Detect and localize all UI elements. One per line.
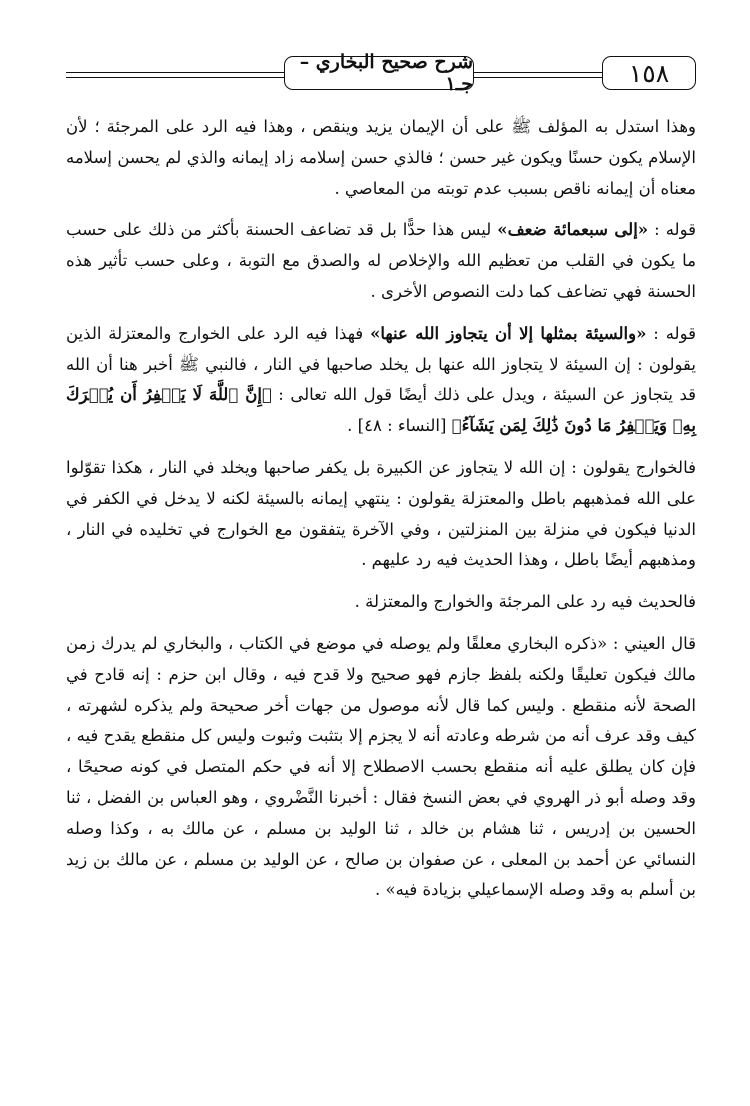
paragraph-2	[66, 215, 696, 307]
page-header	[66, 51, 696, 96]
page-number: ١٥٨	[602, 56, 696, 90]
paragraph-4	[66, 453, 696, 576]
book-title: شرح صحيح البخاري – جـ١	[284, 56, 474, 90]
hadith-quote: «إلى سبعمائة ضعف»	[497, 220, 649, 240]
paragraph-prefix: قوله :	[646, 323, 696, 343]
paragraph-text: فالحديث فيه رد على المرجئة والخوارج والمعتزلة .	[354, 592, 696, 612]
paragraph-text: قال العيني : «ذكره البخاري معلقًا ولم يوصله في موضع في الكتاب ، والبخاري لم يدرك زمن مالك فيكون تعليقًا ولكنه بلفظ جازم فهو صحيح ولا قدح فيه ، وقال ابن حزم : إنه قادح في الصحة لأنه منقطع . وليس كما قال لأنه موصول من جهات أخر صحيحة ولم يذكره لشهرته ، كيف وقد عرف أنه من شرطه وعادته أنه لا يجزم إلا بتثبت وثبوت وليس كل منقطع يقدح فيه ، فإن كان يطلق عليه أنه منقطع بحسب الاصطلاح إلا أنه في حكم المتصل في كونه صحيحًا ، وقد وصله أبو ذر الهروي في بعض النسخ فقال : أخبرنا النَّضْروي ، وهو العباس بن الفضل ، ثنا الحسين بن إدريس ، ثنا هشام بن خالد ، ثنا الوليد بن مسلم ، عن مالك به ، وكذا وصله النسائي عن أحمد بن المعلى ، عن صفوان بن صالح ، عن الوليد بن مسلم ، عن مالك بن زيد بن أسلم به وقد وصله الإسماعيلي بزيادة فيه» .	[66, 633, 696, 900]
quran-verse: ﴿إِنَّ ٱللَّهَ لَا يَغۡفِرُ أَن يُشۡرَكَ بِهِۦ وَيَغۡفِرُ مَا دُونَ ذَٰلِكَ لِمَن يَشَآءُ﴾	[66, 385, 696, 436]
paragraph-3	[66, 319, 696, 442]
paragraph-text: فهذا فيه الرد على الخوارج والمعتزلة الذين يقولون : إن السيئة لا يتجاوز الله عنها بل يخلد صاحبها في النار ، فالنبي ﷺ أخبر هنا أن الله قد يتجاوز عن السيئة ، ويدل على ذلك أيضًا قول الله تعالى :	[66, 323, 696, 405]
paragraph-prefix: قوله :	[648, 220, 696, 240]
paragraph-5	[66, 587, 696, 618]
page-body	[66, 112, 696, 917]
verse-reference: [النساء : ٤٨] .	[347, 416, 452, 436]
paragraph-text: وهذا استدل به المؤلف ﷺ على أن الإيمان يزيد وينقص ، وهذا فيه الرد على المرجئة ؛ لأن الإسلام يكون حسنًا ويكون غير حسن ؛ فالذي حسن إسلامه زاد إيمانه والذي لم يحسن إسلامه معناه أن إيمانه ناقص بسبب عدم توبته من المعاصي .	[66, 117, 696, 198]
hadith-quote: «والسيئة بمثلها إلا أن يتجاوز الله عنها»	[370, 323, 647, 343]
paragraph-1	[66, 112, 696, 204]
paragraph-text: ليس هذا حدًّا بل قد تضاعف الحسنة بأكثر من ذلك على حسب ما يكون في القلب من تعظيم الله والإخلاص له والصدق مع التوبة ، وعلى حسب تأثير هذه الحسنة فهي تضاعف كما دلت النصوص الأخرى .	[66, 220, 696, 301]
paragraph-text: فالخوارج يقولون : إن الله لا يتجاوز عن الكبيرة بل يكفر صاحبها ويخلد في النار ، هكذا تقوّلوا على الله فمذهبهم باطل والمعتزلة يقولون : ينتهي إيمانه بالسيئة لكنه لا يدخل في الكفر في الدنيا فيكون في منزلة بين المنزلتين ، وفي الآخرة يتفقون مع الخوارج في تخليده في النار ، ومذهبهم أيضًا باطل ، وهذا الحديث فيه رد عليهم .	[66, 457, 696, 570]
paragraph-6	[66, 629, 696, 906]
